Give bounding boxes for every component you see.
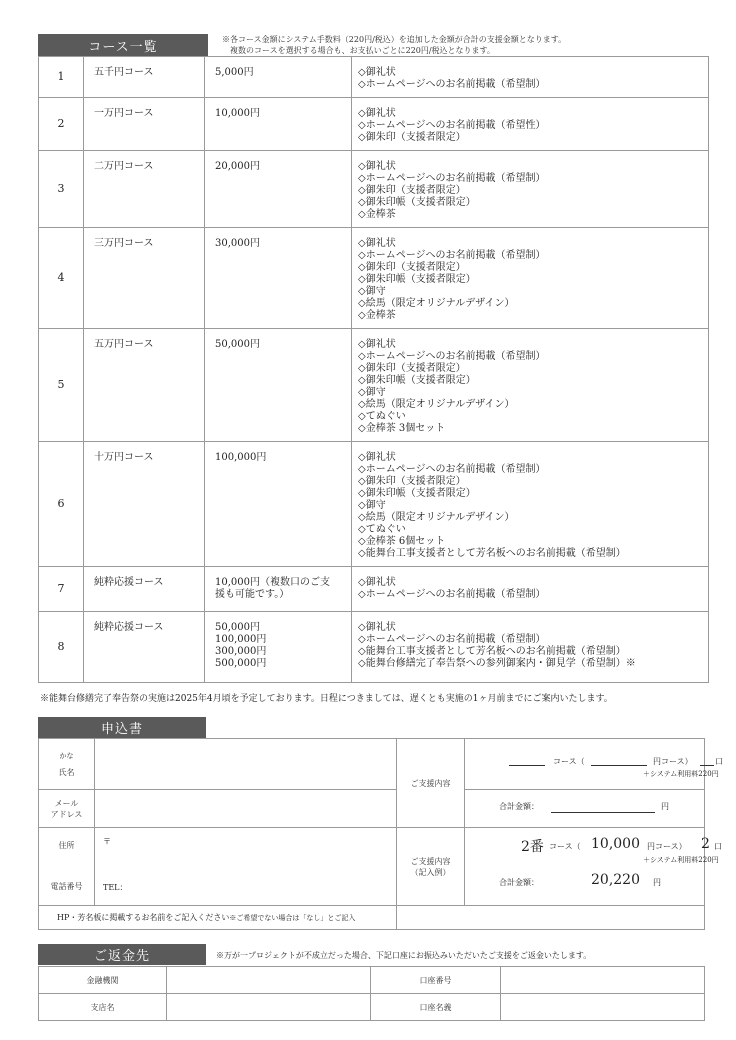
course-price-cell [205, 329, 352, 442]
reward-item: ◇御礼状 [358, 238, 396, 249]
kuchi-word: 口 [715, 757, 723, 766]
reward-item: ◇ホームページへのお名前掲載（希望制） [358, 351, 546, 362]
kana-label: かな [59, 751, 74, 760]
total-label: 合計金額： [499, 802, 539, 811]
example-label-line-2: （記入例） [410, 867, 451, 877]
reward-item: ◇ホームページへのお名前掲載（希望制） [358, 173, 546, 184]
course-number-blank[interactable] [509, 765, 545, 766]
support-label: ご支援内容 [410, 778, 451, 788]
course-name: 純粋応援コース [84, 567, 205, 612]
refund-note: ※万が一プロジェクトが不成立だった場合、下記口座にお振込みいただいたご支援をご返金いたします。 [216, 951, 592, 960]
course-price-cell [205, 228, 352, 329]
reward-item: ◇御礼状 [358, 452, 396, 463]
reward-item: ◇てぬぐい [358, 411, 406, 422]
branch-field[interactable] [167, 994, 371, 1021]
reward-item: ◇ホームページへのお名前掲載（希望性） [358, 120, 546, 131]
application-header [38, 717, 206, 738]
reward-item: ◇御朱印帳（支援者限定） [358, 488, 476, 499]
application-title: 申込書 [100, 722, 143, 737]
nameplate-note: HP・芳名板に掲載するお名前をご記入ください [57, 913, 230, 922]
reward-item: ◇ホームページへのお名前掲載（希望制） [358, 634, 546, 645]
course-name: 一万円コース [84, 98, 205, 151]
course-row [39, 567, 709, 612]
reward-item: ◇御礼状 [358, 339, 396, 350]
reward-item: ◇金棒茶 6個セット [358, 536, 446, 547]
tel-prefix: TEL： [103, 883, 128, 892]
example-course-number: 2番 [521, 839, 544, 855]
name-label-cell [39, 739, 95, 790]
course-row [39, 98, 709, 151]
yen-course-word: 円コース） [653, 757, 693, 766]
course-table [38, 56, 709, 683]
fee-note-line-2: 複数のコースを選択する場合も、お支払いごとに220円/税込となります。 [230, 46, 495, 55]
course-name: 二万円コース [84, 151, 205, 228]
course-price: 30,000円 [215, 238, 260, 249]
reward-item: ◇絵馬（限定オリジナルデザイン） [358, 399, 515, 410]
account-number-field[interactable] [501, 967, 705, 994]
example-content [465, 828, 722, 906]
nameplate-subnote: ※ご希望でない場合は「なし」とご記入 [229, 914, 356, 922]
course-row [39, 612, 709, 683]
course-price: 500,000円 [215, 658, 267, 669]
system-fee-note: ＋システム利用料220円 [643, 770, 719, 778]
bank-label: 金融機関 [39, 967, 167, 994]
reward-item: ◇ホームページへのお名前掲載（希望制） [358, 464, 546, 475]
example-kuchi-number: 2 [701, 836, 710, 852]
course-number: 4 [39, 228, 84, 329]
example-course-amount: 10,000 [591, 836, 640, 852]
fee-note-line-1: ※各コース金額にシステム手数料（220円/税込）を追加した金額が合計の支援金額となります。 [222, 35, 567, 44]
reward-item: ◇御守 [358, 286, 386, 297]
email-label-line-2: アドレス [50, 809, 83, 819]
course-price: 10,000円 [215, 108, 260, 119]
course-name: 純粋応援コース [84, 612, 205, 683]
reward-item: ◇絵馬（限定オリジナルデザイン） [358, 512, 515, 523]
course-price: 援も可能です。） [215, 589, 290, 600]
reward-item: ◇御朱印（支援者限定） [358, 363, 466, 374]
course-price-cell [205, 98, 352, 151]
course-price-cell [205, 442, 352, 567]
course-rewards-cell [352, 329, 709, 442]
example-total-yen: 円 [653, 878, 661, 887]
bank-field[interactable] [167, 967, 371, 994]
course-rewards-cell [352, 57, 709, 98]
course-price-cell [205, 57, 352, 98]
reward-item: ◇絵馬（限定オリジナルデザイン） [358, 298, 515, 309]
name-field[interactable] [95, 739, 397, 790]
example-system-fee: ＋システム利用料220円 [643, 856, 719, 864]
support-label-cell [397, 739, 465, 828]
course-row [39, 329, 709, 442]
course-price-cell [205, 612, 352, 683]
course-rewards-cell [352, 151, 709, 228]
course-number: 3 [39, 151, 84, 228]
course-price-cell [205, 151, 352, 228]
course-rewards-cell [352, 567, 709, 612]
name-label: 氏名 [58, 767, 75, 777]
postal-mark: 〒 [103, 837, 111, 846]
reward-item: ◇ホームページへのお名前掲載（希望制） [358, 79, 546, 90]
email-label-cell [39, 790, 95, 828]
reward-item: ◇御守 [358, 387, 386, 398]
course-list-header [38, 34, 208, 56]
branch-label: 支店名 [39, 994, 167, 1021]
email-label-line-1: メール [54, 798, 79, 808]
total-field[interactable] [465, 790, 705, 828]
course-price: 100,000円 [215, 634, 267, 645]
reward-item: ◇御礼状 [358, 108, 396, 119]
course-name: 五千円コース [84, 57, 205, 98]
course-number: 7 [39, 567, 84, 612]
course-name: 十万円コース [84, 442, 205, 567]
reward-item: ◇御朱印帳（支援者限定） [358, 274, 476, 285]
reward-item: ◇御礼状 [358, 622, 396, 633]
reward-item: ◇御朱印（支援者限定） [358, 262, 466, 273]
account-name-label: 口座名義 [371, 994, 501, 1021]
course-number: 1 [39, 57, 84, 98]
reward-item: ◇能舞台工事支援者として芳名板へのお名前掲載（希望制） [358, 646, 626, 657]
refund-title: ご返金先 [93, 949, 150, 964]
course-number: 2 [39, 98, 84, 151]
reward-item: ◇能舞台工事支援者として芳名板へのお名前掲載（希望制） [358, 548, 626, 559]
course-rewards-cell [352, 228, 709, 329]
reward-item: ◇御礼状 [358, 577, 396, 588]
example-total-label: 合計金額： [499, 878, 539, 887]
ceremony-footnote: ※能舞台修繕完了奉告祭の実施は2025年4月頃を予定しております。日程につきましては、遅くとも実施の1ヶ月前までにご案内いたします。 [40, 694, 613, 704]
refund-header [38, 944, 206, 965]
account-number-label: 口座番号 [371, 967, 501, 994]
reward-item: ◇御朱印帳（支援者限定） [358, 197, 476, 208]
reward-item: ◇ホームページへのお名前掲載（希望制） [358, 250, 546, 261]
email-field[interactable] [95, 790, 397, 828]
total-blank[interactable] [551, 812, 655, 813]
course-number: 6 [39, 442, 84, 567]
refund-form [38, 966, 705, 1021]
example-kuchi-word: 口 [714, 842, 722, 851]
support-content-field[interactable] [465, 739, 723, 790]
reward-item: ◇御朱印（支援者限定） [358, 185, 466, 196]
course-amount-blank[interactable] [591, 765, 647, 766]
course-row [39, 442, 709, 567]
course-number: 5 [39, 329, 84, 442]
reward-item: ◇金棒茶 [358, 209, 396, 220]
course-price: 50,000円 [215, 339, 260, 350]
course-row [39, 151, 709, 228]
nameplate-field[interactable] [397, 906, 705, 930]
course-number: 8 [39, 612, 84, 683]
course-price: 5,000円 [215, 67, 254, 78]
reward-item: ◇金棒茶 [358, 310, 396, 321]
account-name-field[interactable] [501, 994, 705, 1021]
address-phone-label-cell [39, 828, 95, 906]
course-price: 300,000円 [215, 646, 267, 657]
course-price: 50,000円 [215, 622, 260, 633]
reward-item: ◇てぬぐい [358, 524, 406, 535]
course-rewards-cell [352, 98, 709, 151]
nameplate-label-cell [39, 906, 397, 930]
reward-item: ◇御朱印帳（支援者限定） [358, 375, 476, 386]
course-name: 三万円コース [84, 228, 205, 329]
application-form [38, 738, 723, 930]
example-total-amount: 20,220 [591, 872, 640, 888]
course-price: 20,000円 [215, 161, 260, 172]
reward-item: ◇御礼状 [358, 67, 396, 78]
example-label-line-1: ご支援内容 [410, 856, 451, 866]
reward-item: ◇能舞台修繕完了奉告祭への参列御案内・御見学（希望制）※ [358, 658, 636, 669]
reward-item: ◇ホームページへのお名前掲載（希望制） [358, 589, 546, 600]
example-label-cell [397, 828, 465, 906]
course-list-title: コース一覧 [88, 39, 158, 55]
address-phone-field[interactable] [95, 828, 397, 906]
reward-item: ◇金棒茶 3個セット [358, 423, 446, 434]
example-course-word: コース（ [549, 842, 581, 851]
reward-item: ◇御朱印（支援者限定） [358, 476, 466, 487]
address-label: 住所 [58, 841, 75, 850]
kuchi-blank[interactable] [700, 765, 714, 766]
course-row [39, 57, 709, 98]
fee-note [222, 34, 566, 56]
total-yen: 円 [661, 802, 669, 811]
course-price: 10,000円（複数口のご支 [215, 577, 330, 588]
course-price-cell [205, 567, 352, 612]
course-price: 100,000円 [215, 452, 267, 463]
reward-item: ◇御礼状 [358, 161, 396, 172]
phone-label: 電話番号 [50, 882, 83, 891]
course-row [39, 228, 709, 329]
course-rewards-cell [352, 442, 709, 567]
reward-item: ◇御朱印（支援者限定） [358, 132, 466, 143]
course-word: コース（ [553, 757, 585, 766]
course-name: 五万円コース [84, 329, 205, 442]
reward-item: ◇御守 [358, 500, 386, 511]
course-rewards-cell [352, 612, 709, 683]
example-yen-course: 円コース） [647, 842, 687, 851]
